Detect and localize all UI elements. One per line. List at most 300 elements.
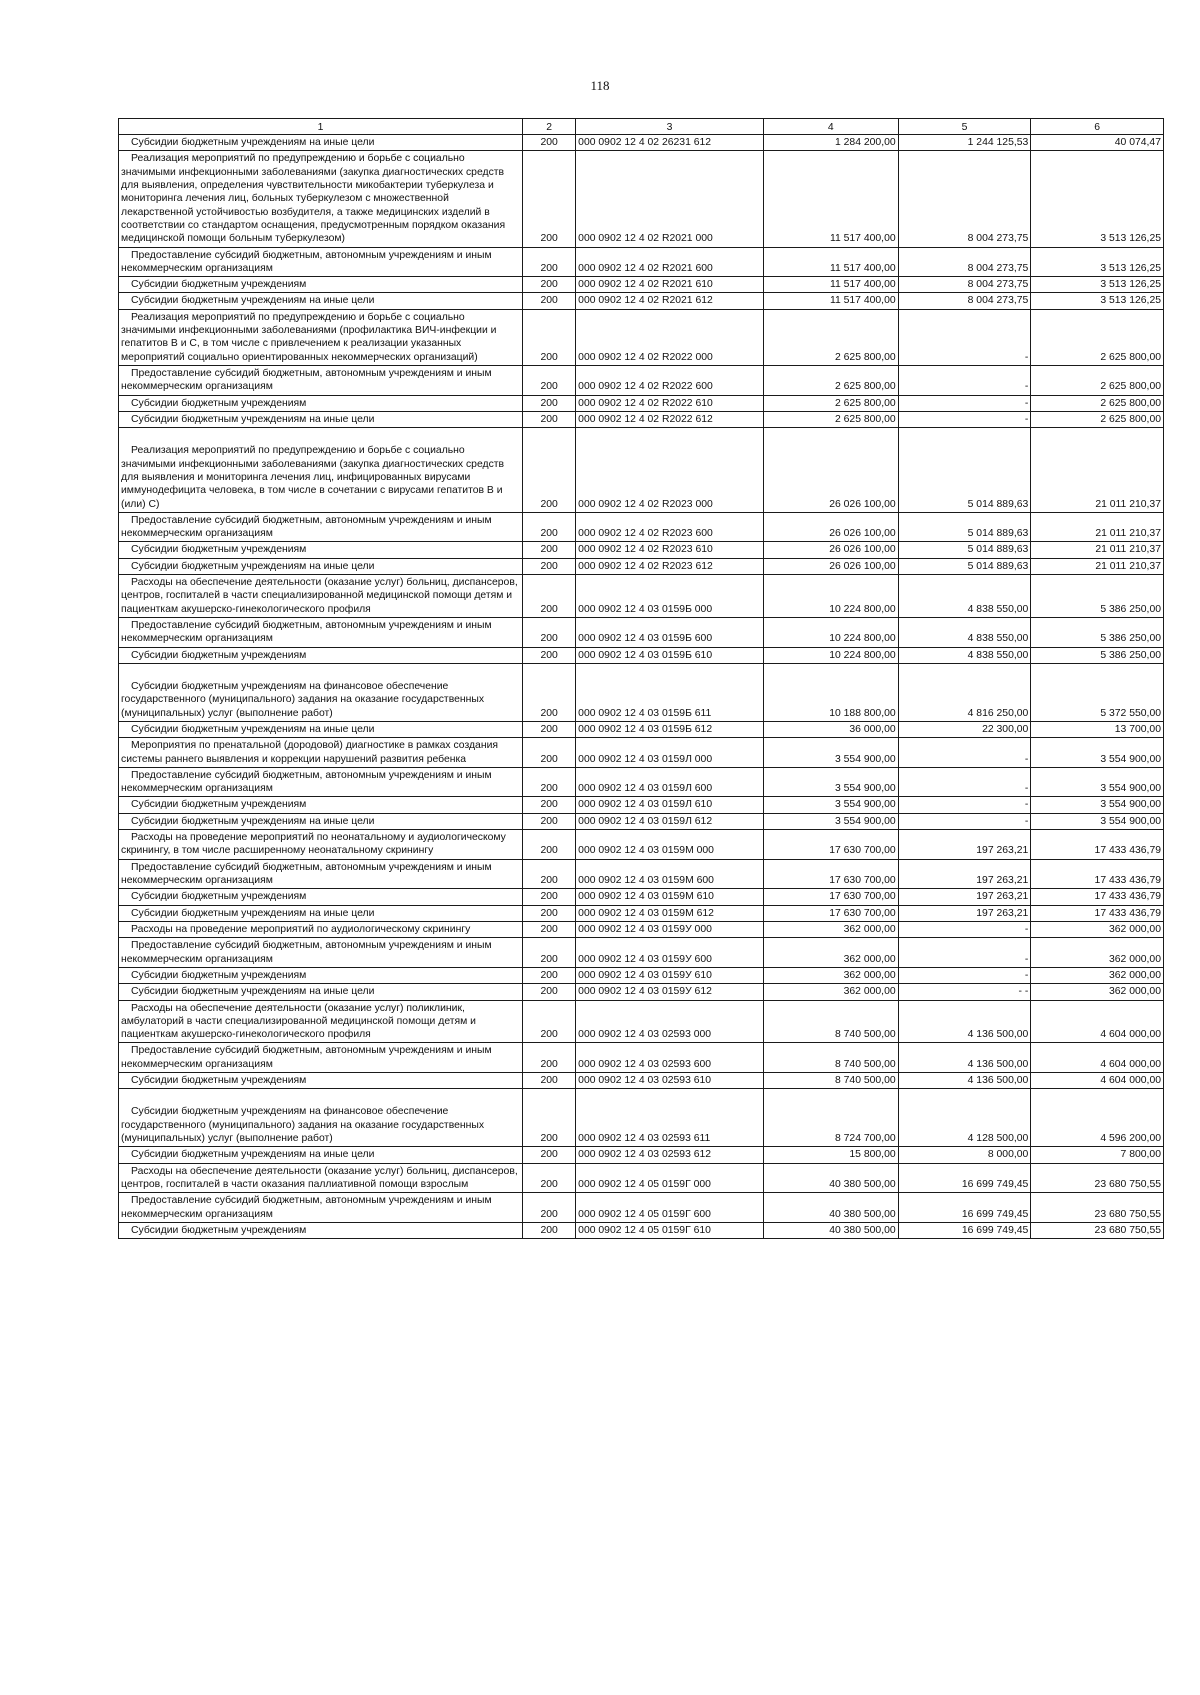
unexecuted-amount-cell: 40 074,47 xyxy=(1031,135,1164,151)
approved-amount-cell: 11 517 400,00 xyxy=(763,151,898,247)
expense-name: Предоставление субсидий бюджетным, автономным учреждениям и иным некоммерческим организациям xyxy=(121,769,492,795)
line-code-cell: 200 xyxy=(523,905,576,921)
line-code-cell: 200 xyxy=(523,411,576,427)
line-code-cell: 200 xyxy=(523,247,576,277)
unexecuted-amount-cell: 21 011 210,37 xyxy=(1031,542,1164,558)
executed-amount-cell: 4 838 550,00 xyxy=(898,575,1031,618)
budget-classification-code-cell: 000 0902 12 4 05 0159Г 000 xyxy=(576,1163,764,1193)
unexecuted-amount-cell: 5 372 550,00 xyxy=(1031,663,1164,721)
budget-classification-code-cell: 000 0902 12 4 02 R2023 612 xyxy=(576,558,764,574)
line-code-cell: 200 xyxy=(523,1073,576,1089)
table-row xyxy=(119,738,1164,768)
line-code-cell: 200 xyxy=(523,428,576,513)
table-row xyxy=(119,663,1164,721)
budget-classification-code-cell: 000 0902 12 4 02 R2022 600 xyxy=(576,366,764,396)
line-code-cell: 200 xyxy=(523,663,576,721)
expense-name: Расходы на проведение мероприятий по аудиологическому скринингу xyxy=(131,923,471,935)
executed-amount-cell: - xyxy=(898,767,1031,797)
approved-amount-cell: 3 554 900,00 xyxy=(763,738,898,768)
unexecuted-amount-cell: 3 513 126,25 xyxy=(1031,277,1164,293)
line-code-cell: 200 xyxy=(523,277,576,293)
unexecuted-amount-cell: 3 554 900,00 xyxy=(1031,797,1164,813)
unexecuted-amount-cell: 4 604 000,00 xyxy=(1031,1073,1164,1089)
approved-amount-cell: 362 000,00 xyxy=(763,921,898,937)
unexecuted-amount-cell: 23 680 750,55 xyxy=(1031,1193,1164,1223)
expense-name: Субсидии бюджетным учреждениям на иные цели xyxy=(131,137,375,148)
unexecuted-amount-cell: 4 596 200,00 xyxy=(1031,1089,1164,1147)
expense-name: Субсидии бюджетным учреждениям xyxy=(131,891,307,903)
expense-name-cell xyxy=(119,277,523,293)
unexecuted-amount-cell: 3 554 900,00 xyxy=(1031,738,1164,768)
unexecuted-amount-cell: 362 000,00 xyxy=(1031,984,1164,1000)
column-header-4: 4 xyxy=(763,119,898,135)
executed-amount-cell: 4 816 250,00 xyxy=(898,663,1031,721)
budget-classification-code-cell: 000 0902 12 4 03 02593 611 xyxy=(576,1089,764,1147)
line-code-cell: 200 xyxy=(523,859,576,889)
budget-classification-code-cell: 000 0902 12 4 03 0159Б 612 xyxy=(576,721,764,737)
executed-amount-cell: 5 014 889,63 xyxy=(898,558,1031,574)
executed-amount-cell: 8 004 273,75 xyxy=(898,151,1031,247)
table-row xyxy=(119,411,1164,427)
expense-name-cell xyxy=(119,411,523,427)
executed-amount-cell: 4 838 550,00 xyxy=(898,618,1031,648)
executed-amount-cell: - xyxy=(898,309,1031,365)
unexecuted-amount-cell: 13 700,00 xyxy=(1031,721,1164,737)
approved-amount-cell: 26 026 100,00 xyxy=(763,542,898,558)
unexecuted-amount-cell: 21 011 210,37 xyxy=(1031,512,1164,542)
expense-name-cell xyxy=(119,1147,523,1163)
unexecuted-amount-cell: 17 433 436,79 xyxy=(1031,859,1164,889)
budget-classification-code-cell: 000 0902 12 4 02 R2022 610 xyxy=(576,395,764,411)
budget-classification-code-cell: 000 0902 12 4 02 R2021 612 xyxy=(576,293,764,309)
table-row xyxy=(119,618,1164,648)
unexecuted-amount-cell: 17 433 436,79 xyxy=(1031,889,1164,905)
table-row xyxy=(119,1089,1164,1147)
unexecuted-amount-cell: 2 625 800,00 xyxy=(1031,411,1164,427)
executed-amount-cell: 5 014 889,63 xyxy=(898,512,1031,542)
budget-classification-code-cell: 000 0902 12 4 03 0159У 600 xyxy=(576,938,764,968)
line-code-cell: 200 xyxy=(523,558,576,574)
approved-amount-cell: 362 000,00 xyxy=(763,967,898,983)
expense-name: Субсидии бюджетным учреждениям на иные цели xyxy=(131,815,375,827)
expense-name: Предоставление субсидий бюджетным, автономным учреждениям и иным некоммерческим организациям xyxy=(121,1045,492,1070)
approved-amount-cell: 11 517 400,00 xyxy=(763,277,898,293)
approved-amount-cell: 15 800,00 xyxy=(763,1147,898,1163)
expense-name-cell xyxy=(119,738,523,768)
table-row xyxy=(119,905,1164,921)
approved-amount-cell: 8 724 700,00 xyxy=(763,1089,898,1147)
unexecuted-amount-cell: 17 433 436,79 xyxy=(1031,905,1164,921)
expense-name-cell xyxy=(119,921,523,937)
executed-amount-cell: 16 699 749,45 xyxy=(898,1163,1031,1193)
expense-name: Субсидии бюджетным учреждениям на иные цели xyxy=(131,1149,375,1161)
unexecuted-amount-cell: 362 000,00 xyxy=(1031,938,1164,968)
unexecuted-amount-cell: 2 625 800,00 xyxy=(1031,395,1164,411)
approved-amount-cell: 17 630 700,00 xyxy=(763,905,898,921)
expense-name-cell xyxy=(119,1222,523,1238)
budget-classification-code-cell: 000 0902 12 4 02 R2022 612 xyxy=(576,411,764,427)
expense-name: Предоставление субсидий бюджетным, автономным учреждениям и иным некоммерческим организациям xyxy=(121,368,492,393)
expense-name: Реализация мероприятий по предупреждению и борьбе с социально значимыми инфекционными заболеваниями (закупка диагностических средств для выявления и мониторинга лечения лиц, инфицированных вирусами иммунодефицита человека, в том числе в сочетании с вирусами гепатитов В и (или) С) xyxy=(121,445,505,510)
budget-classification-code-cell: 000 0902 12 4 02 R2021 000 xyxy=(576,151,764,247)
unexecuted-amount-cell: 23 680 750,55 xyxy=(1031,1222,1164,1238)
expense-name-cell xyxy=(119,151,523,247)
executed-amount-cell: 5 014 889,63 xyxy=(898,428,1031,513)
executed-amount-cell: - xyxy=(898,938,1031,968)
budget-classification-code-cell: 000 0902 12 4 05 0159Г 610 xyxy=(576,1222,764,1238)
approved-amount-cell: 3 554 900,00 xyxy=(763,813,898,829)
executed-amount-cell: - xyxy=(898,411,1031,427)
budget-classification-code-cell: 000 0902 12 4 02 R2021 600 xyxy=(576,247,764,277)
table-row xyxy=(119,797,1164,813)
expense-name-cell xyxy=(119,938,523,968)
line-code-cell: 200 xyxy=(523,618,576,648)
approved-amount-cell: 8 740 500,00 xyxy=(763,1043,898,1073)
unexecuted-amount-cell: 362 000,00 xyxy=(1031,921,1164,937)
expense-name-cell xyxy=(119,721,523,737)
expense-name-cell xyxy=(119,395,523,411)
table-row xyxy=(119,1222,1164,1238)
table-row xyxy=(119,1163,1164,1193)
executed-amount-cell: - xyxy=(898,921,1031,937)
executed-amount-cell: 16 699 749,45 xyxy=(898,1222,1031,1238)
table-row xyxy=(119,151,1164,247)
expense-name: Предоставление субсидий бюджетным, автономным учреждениям и иным некоммерческим организациям xyxy=(121,620,492,645)
column-header-2: 2 xyxy=(523,119,576,135)
expense-name-cell xyxy=(119,1043,523,1073)
approved-amount-cell: 10 224 800,00 xyxy=(763,647,898,663)
table-row xyxy=(119,277,1164,293)
expense-name-cell xyxy=(119,767,523,797)
expense-name-cell xyxy=(119,293,523,309)
unexecuted-amount-cell: 5 386 250,00 xyxy=(1031,647,1164,663)
expense-name-cell xyxy=(119,618,523,648)
expense-name: Субсидии бюджетным учреждениям xyxy=(131,799,307,811)
executed-amount-cell: 4 136 500,00 xyxy=(898,1000,1031,1043)
budget-classification-code-cell: 000 0902 12 4 03 0159Л 600 xyxy=(576,767,764,797)
line-code-cell: 200 xyxy=(523,512,576,542)
unexecuted-amount-cell: 3 513 126,25 xyxy=(1031,247,1164,277)
budget-classification-code-cell: 000 0902 12 4 03 0159У 610 xyxy=(576,967,764,983)
expense-name: Субсидии бюджетным учреждениям xyxy=(131,969,307,981)
table-row xyxy=(119,830,1164,860)
budget-classification-code-cell: 000 0902 12 4 03 0159М 000 xyxy=(576,830,764,860)
executed-amount-cell: 22 300,00 xyxy=(898,721,1031,737)
table-row xyxy=(119,395,1164,411)
expense-name: Субсидии бюджетным учреждениям xyxy=(131,1224,307,1236)
budget-classification-code-cell: 000 0902 12 4 03 0159Б 610 xyxy=(576,647,764,663)
expense-name-cell xyxy=(119,830,523,860)
line-code-cell: 200 xyxy=(523,813,576,829)
line-code-cell: 200 xyxy=(523,309,576,365)
executed-amount-cell: 4 136 500,00 xyxy=(898,1073,1031,1089)
budget-execution-table xyxy=(118,118,1164,1239)
executed-amount-cell: - xyxy=(898,797,1031,813)
unexecuted-amount-cell: 3 513 126,25 xyxy=(1031,293,1164,309)
executed-amount-cell: 5 014 889,63 xyxy=(898,542,1031,558)
line-code-cell: 200 xyxy=(523,938,576,968)
table-row xyxy=(119,813,1164,829)
table-row xyxy=(119,1193,1164,1223)
executed-amount-cell: - - xyxy=(898,984,1031,1000)
budget-classification-code-cell: 000 0902 12 4 02 R2022 000 xyxy=(576,309,764,365)
line-code-cell: 200 xyxy=(523,797,576,813)
expense-name: Расходы на проведение мероприятий по неонатальному и аудиологическому скринингу, в том числе расширенному неонатальному скринингу xyxy=(121,832,506,857)
page-number: 118 xyxy=(590,78,610,93)
unexecuted-amount-cell: 23 680 750,55 xyxy=(1031,1163,1164,1193)
budget-classification-code-cell: 000 0902 12 4 03 0159Л 612 xyxy=(576,813,764,829)
expense-name: Мероприятия по пренатальной (дородовой) диагностике в рамках создания системы раннего выявления и коррекции нарушений развития ребенка xyxy=(121,740,499,765)
expense-name-cell xyxy=(119,813,523,829)
line-code-cell: 200 xyxy=(523,721,576,737)
executed-amount-cell: 197 263,21 xyxy=(898,905,1031,921)
unexecuted-amount-cell: 4 604 000,00 xyxy=(1031,1043,1164,1073)
expense-name-cell xyxy=(119,542,523,558)
line-code-cell: 200 xyxy=(523,1222,576,1238)
table-row xyxy=(119,1073,1164,1089)
expense-name-cell xyxy=(119,663,523,721)
executed-amount-cell: - xyxy=(898,395,1031,411)
table-row xyxy=(119,938,1164,968)
approved-amount-cell: 362 000,00 xyxy=(763,984,898,1000)
unexecuted-amount-cell: 3 554 900,00 xyxy=(1031,767,1164,797)
line-code-cell: 200 xyxy=(523,293,576,309)
unexecuted-amount-cell: 3 513 126,25 xyxy=(1031,151,1164,247)
table-row xyxy=(119,542,1164,558)
executed-amount-cell: 8 004 273,75 xyxy=(898,293,1031,309)
approved-amount-cell: 40 380 500,00 xyxy=(763,1163,898,1193)
column-header-5: 5 xyxy=(898,119,1031,135)
executed-amount-cell: - xyxy=(898,967,1031,983)
approved-amount-cell: 17 630 700,00 xyxy=(763,889,898,905)
expense-name-cell xyxy=(119,558,523,574)
expense-name: Расходы на обеспечение деятельности (оказание услуг) поликлиник, амбулаторий в части специализированной медицинской помощи детям и пациенткам акушерско-гинекологического профиля xyxy=(121,1002,476,1041)
expense-name: Субсидии бюджетным учреждениям на иные цели xyxy=(131,560,375,572)
expense-name-cell xyxy=(119,512,523,542)
approved-amount-cell: 3 554 900,00 xyxy=(763,767,898,797)
approved-amount-cell: 3 554 900,00 xyxy=(763,797,898,813)
table-row xyxy=(119,984,1164,1000)
budget-classification-code-cell: 000 0902 12 4 02 R2023 000 xyxy=(576,428,764,513)
approved-amount-cell: 2 625 800,00 xyxy=(763,309,898,365)
budget-classification-code-cell: 000 0902 12 4 03 0159М 600 xyxy=(576,859,764,889)
approved-amount-cell: 26 026 100,00 xyxy=(763,512,898,542)
line-code-cell: 200 xyxy=(523,151,576,247)
approved-amount-cell: 8 740 500,00 xyxy=(763,1073,898,1089)
table-row xyxy=(119,558,1164,574)
expense-name-cell xyxy=(119,905,523,921)
executed-amount-cell: 4 838 550,00 xyxy=(898,647,1031,663)
line-code-cell: 200 xyxy=(523,921,576,937)
approved-amount-cell: 17 630 700,00 xyxy=(763,830,898,860)
unexecuted-amount-cell: 2 625 800,00 xyxy=(1031,366,1164,396)
budget-classification-code-cell: 000 0902 12 4 03 0159М 612 xyxy=(576,905,764,921)
table-row xyxy=(119,647,1164,663)
expense-name: Субсидии бюджетным учреждениям на иные цели xyxy=(131,413,375,425)
expense-name-cell xyxy=(119,889,523,905)
line-code-cell: 200 xyxy=(523,767,576,797)
line-code-cell: 200 xyxy=(523,830,576,860)
line-code-cell: 200 xyxy=(523,1089,576,1147)
expense-name: Расходы на обеспечение деятельности (оказание услуг) больниц, диспансеров, центров, госпиталей в части оказания паллиативной помощи взрослым xyxy=(121,1165,518,1190)
expense-name-cell xyxy=(119,1000,523,1043)
approved-amount-cell: 8 740 500,00 xyxy=(763,1000,898,1043)
line-code-cell: 200 xyxy=(523,647,576,663)
table-row xyxy=(119,135,1164,151)
table-row xyxy=(119,889,1164,905)
table-row xyxy=(119,575,1164,618)
table-row xyxy=(119,1043,1164,1073)
expense-name: Субсидии бюджетным учреждениям на иные цели xyxy=(131,723,375,735)
budget-classification-code-cell: 000 0902 12 4 02 R2023 610 xyxy=(576,542,764,558)
expense-name: Субсидии бюджетным учреждениям на финансовое обеспечение государственного (муниципального) задания на оказание государственных (муниципальных) услуг (выполнение работ) xyxy=(121,680,485,719)
approved-amount-cell: 10 224 800,00 xyxy=(763,618,898,648)
approved-amount-cell: 2 625 800,00 xyxy=(763,411,898,427)
expense-name: Предоставление субсидий бюджетным, автономным учреждениям и иным некоммерческим организациям xyxy=(121,1195,492,1220)
approved-amount-cell: 2 625 800,00 xyxy=(763,395,898,411)
expense-name-cell xyxy=(119,309,523,365)
expense-name: Субсидии бюджетным учреждениям на иные цели xyxy=(131,295,375,307)
line-code-cell: 200 xyxy=(523,889,576,905)
line-code-cell: 200 xyxy=(523,1000,576,1043)
expense-name-cell xyxy=(119,967,523,983)
expense-name: Предоставление субсидий бюджетным, автономным учреждениям и иным некоммерческим организациям xyxy=(121,514,492,540)
table-row xyxy=(119,309,1164,365)
line-code-cell: 200 xyxy=(523,366,576,396)
unexecuted-amount-cell: 362 000,00 xyxy=(1031,967,1164,983)
table-body xyxy=(119,135,1164,1239)
table-row xyxy=(119,921,1164,937)
unexecuted-amount-cell: 5 386 250,00 xyxy=(1031,575,1164,618)
executed-amount-cell: 4 128 500,00 xyxy=(898,1089,1031,1147)
expense-name: Расходы на обеспечение деятельности (оказание услуг) больниц, диспансеров, центров, госпиталей в части специализированной медицинской помощи детям и пациенткам акушерско-гинекологического профиля xyxy=(121,577,518,615)
approved-amount-cell: 11 517 400,00 xyxy=(763,247,898,277)
budget-classification-code-cell: 000 0902 12 4 03 0159У 612 xyxy=(576,984,764,1000)
budget-classification-code-cell: 000 0902 12 4 03 02593 000 xyxy=(576,1000,764,1043)
executed-amount-cell: - xyxy=(898,366,1031,396)
approved-amount-cell: 10 188 800,00 xyxy=(763,663,898,721)
budget-classification-code-cell: 000 0902 12 4 03 0159У 000 xyxy=(576,921,764,937)
line-code-cell: 200 xyxy=(523,738,576,768)
expense-name: Субсидии бюджетным учреждениям на иные цели xyxy=(131,907,375,919)
expense-name: Реализация мероприятий по предупреждению и борьбе с социально значимыми инфекционными заболеваниями (профилактика ВИЧ-инфекции и гепатитов В и С, в том числе с привлечением к реализации указанных мероприятий социально ориентированных некоммерческих организаций) xyxy=(121,311,497,363)
approved-amount-cell: 26 026 100,00 xyxy=(763,428,898,513)
executed-amount-cell: 197 263,21 xyxy=(898,889,1031,905)
approved-amount-cell: 1 284 200,00 xyxy=(763,135,898,151)
budget-classification-code-cell: 000 0902 12 4 03 0159Б 611 xyxy=(576,663,764,721)
budget-classification-code-cell: 000 0902 12 4 02 26231 612 xyxy=(576,135,764,151)
line-code-cell: 200 xyxy=(523,967,576,983)
budget-classification-code-cell: 000 0902 12 4 03 0159Б 000 xyxy=(576,575,764,618)
table-row xyxy=(119,366,1164,396)
approved-amount-cell: 10 224 800,00 xyxy=(763,575,898,618)
table-row xyxy=(119,247,1164,277)
budget-classification-code-cell: 000 0902 12 4 03 0159М 610 xyxy=(576,889,764,905)
column-header-3: 3 xyxy=(576,119,764,135)
line-code-cell: 200 xyxy=(523,1043,576,1073)
budget-classification-code-cell: 000 0902 12 4 03 0159Б 600 xyxy=(576,618,764,648)
executed-amount-cell: 197 263,21 xyxy=(898,859,1031,889)
approved-amount-cell: 362 000,00 xyxy=(763,938,898,968)
column-header-1: 1 xyxy=(119,119,523,135)
table-row xyxy=(119,767,1164,797)
expense-name-cell xyxy=(119,1193,523,1223)
expense-name-cell xyxy=(119,575,523,618)
unexecuted-amount-cell: 4 604 000,00 xyxy=(1031,1000,1164,1043)
unexecuted-amount-cell: 3 554 900,00 xyxy=(1031,813,1164,829)
line-code-cell: 200 xyxy=(523,1193,576,1223)
approved-amount-cell: 2 625 800,00 xyxy=(763,366,898,396)
line-code-cell: 200 xyxy=(523,575,576,618)
table-row xyxy=(119,1147,1164,1163)
expense-name: Предоставление субсидий бюджетным, автономным учреждениям и иным некоммерческим организациям xyxy=(121,940,492,965)
unexecuted-amount-cell: 2 625 800,00 xyxy=(1031,309,1164,365)
expense-name: Субсидии бюджетным учреждениям xyxy=(131,279,307,291)
expense-name-cell xyxy=(119,647,523,663)
approved-amount-cell: 11 517 400,00 xyxy=(763,293,898,309)
approved-amount-cell: 17 630 700,00 xyxy=(763,859,898,889)
line-code-cell: 200 xyxy=(523,1147,576,1163)
line-code-cell: 200 xyxy=(523,984,576,1000)
table-row xyxy=(119,293,1164,309)
expense-name-cell xyxy=(119,366,523,396)
executed-amount-cell: 1 244 125,53 xyxy=(898,135,1031,151)
executed-amount-cell: - xyxy=(898,813,1031,829)
expense-name: Субсидии бюджетным учреждениям xyxy=(131,649,307,661)
expense-name-cell xyxy=(119,984,523,1000)
expense-name: Реализация мероприятий по предупреждению и борьбе с социально значимыми инфекционными заболеваниями (закупка диагностических средств для выявления, определения чувствительности микобактерии туберкулеза и мониторинга лечения лиц, больных туберкулезом с множественной лекарственной устойчивостью возбудителя, а также медицинских изделий в соответствии со стандартом оснащения, предусмотренным порядком оказания медицинской помощи больным туберкулезом) xyxy=(121,153,506,245)
executed-amount-cell: - xyxy=(898,738,1031,768)
unexecuted-amount-cell: 17 433 436,79 xyxy=(1031,830,1164,860)
table-row xyxy=(119,967,1164,983)
unexecuted-amount-cell: 21 011 210,37 xyxy=(1031,558,1164,574)
budget-classification-code-cell: 000 0902 12 4 03 02593 612 xyxy=(576,1147,764,1163)
budget-classification-code-cell: 000 0902 12 4 05 0159Г 600 xyxy=(576,1193,764,1223)
column-header-6: 6 xyxy=(1031,119,1164,135)
expense-name: Субсидии бюджетным учреждениям xyxy=(131,1075,307,1087)
column-number-row xyxy=(119,119,1164,135)
table-row xyxy=(119,859,1164,889)
executed-amount-cell: 8 004 273,75 xyxy=(898,277,1031,293)
expense-name-cell xyxy=(119,428,523,513)
budget-classification-code-cell: 000 0902 12 4 03 02593 600 xyxy=(576,1043,764,1073)
expense-name-cell xyxy=(119,797,523,813)
approved-amount-cell: 40 380 500,00 xyxy=(763,1222,898,1238)
expense-name-cell xyxy=(119,135,523,151)
budget-classification-code-cell: 000 0902 12 4 02 R2021 610 xyxy=(576,277,764,293)
expense-name-cell xyxy=(119,1089,523,1147)
table-row xyxy=(119,721,1164,737)
budget-classification-code-cell: 000 0902 12 4 02 R2023 600 xyxy=(576,512,764,542)
expense-name-cell xyxy=(119,1073,523,1089)
executed-amount-cell: 16 699 749,45 xyxy=(898,1193,1031,1223)
expense-name: Субсидии бюджетным учреждениям xyxy=(131,544,307,556)
line-code-cell: 200 xyxy=(523,542,576,558)
executed-amount-cell: 8 004 273,75 xyxy=(898,247,1031,277)
executed-amount-cell: 8 000,00 xyxy=(898,1147,1031,1163)
unexecuted-amount-cell: 21 011 210,37 xyxy=(1031,428,1164,513)
table-row xyxy=(119,1000,1164,1043)
approved-amount-cell: 26 026 100,00 xyxy=(763,558,898,574)
executed-amount-cell: 4 136 500,00 xyxy=(898,1043,1031,1073)
expense-name-cell xyxy=(119,247,523,277)
unexecuted-amount-cell: 7 800,00 xyxy=(1031,1147,1164,1163)
approved-amount-cell: 40 380 500,00 xyxy=(763,1193,898,1223)
line-code-cell: 200 xyxy=(523,1163,576,1193)
expense-name: Субсидии бюджетным учреждениям на финансовое обеспечение государственного (муниципального) задания на оказание государственных (муниципальных) услуг (выполнение работ) xyxy=(121,1106,485,1144)
line-code-cell: 200 xyxy=(523,135,576,151)
expense-name-cell xyxy=(119,859,523,889)
